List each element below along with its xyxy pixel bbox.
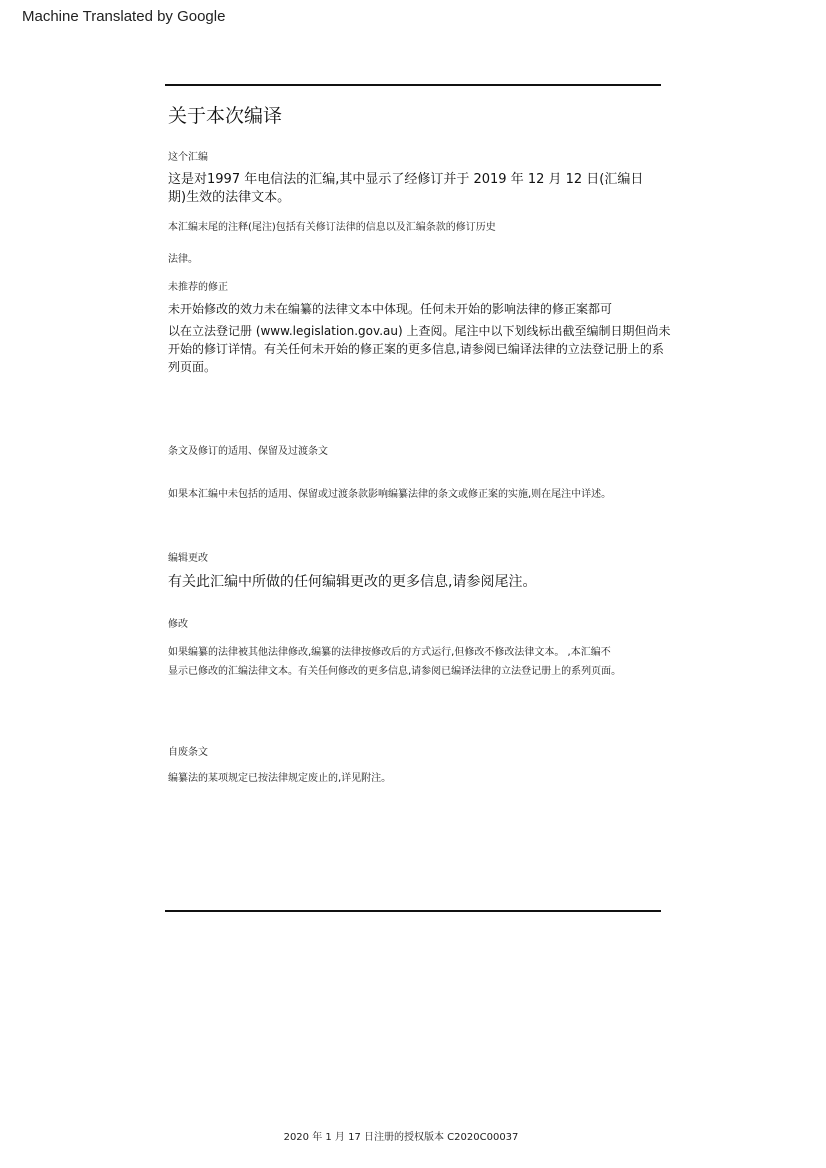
endnotes-line-2: 法律。 (168, 254, 198, 265)
application-text: 如果本汇编中未包括的适用、保留或过渡条款影响编纂法律的条文或修正案的实施,则在尾注中详述。 (168, 489, 612, 500)
uncommenced-heading: 未推荐的修正 (168, 282, 228, 293)
selfrepeal-heading: 自废条文 (168, 747, 208, 758)
uncommenced-line-4: 列页面。 (168, 360, 217, 374)
bottom-rule (165, 910, 661, 912)
compilation-heading: 这个汇编 (168, 152, 208, 163)
application-heading: 条文及修订的适用、保留及过渡条文 (168, 446, 328, 457)
page-title: 关于本次编译 (168, 105, 283, 127)
modifications-line-1: 如果编纂的法律被其他法律修改,编纂的法律按修改后的方式运行,但修改不修改法律文本。 ,本汇编不 (168, 647, 611, 658)
machine-translation-banner: Machine Translated by Google (22, 8, 226, 25)
uncommenced-line-2: 以在立法登记册 (www.legislation.gov.au) 上查阅。尾注中以下划线标出截至编制日期但尚未 (168, 324, 671, 338)
page-footer: 2020 年 1 月 17 日注册的授权版本 C2020C00037 (283, 1132, 519, 1143)
uncommenced-line-1: 未开始修改的效力未在编纂的法律文本中体现。任何未开始的影响法律的修正案都可 (168, 302, 613, 316)
editorial-text: 有关此汇编中所做的任何编辑更改的更多信息,请参阅尾注。 (168, 574, 537, 590)
editorial-heading: 编辑更改 (168, 553, 208, 564)
modifications-heading: 修改 (168, 619, 188, 630)
selfrepeal-text: 编纂法的某项规定已按法律规定废止的,详见附注。 (168, 773, 392, 784)
endnotes-line-1: 本汇编末尾的注释(尾注)包括有关修订法律的信息以及汇编条款的修订历史 (168, 222, 496, 233)
modifications-line-2: 显示已修改的汇编法律文本。有关任何修改的更多信息,请参阅已编译法律的立法登记册上的系列页面。 (168, 666, 622, 677)
compilation-line-2: 期)生效的法律文本。 (168, 190, 291, 205)
uncommenced-line-3: 开始的修订详情。有关任何未开始的修正案的更多信息,请参阅已编译法律的立法登记册上的系 (168, 342, 664, 356)
compilation-line-1: 这是对1997 年电信法的汇编,其中显示了经修订并于 2019 年 12 月 12 日(汇编日 (168, 172, 644, 187)
top-rule (165, 84, 661, 86)
